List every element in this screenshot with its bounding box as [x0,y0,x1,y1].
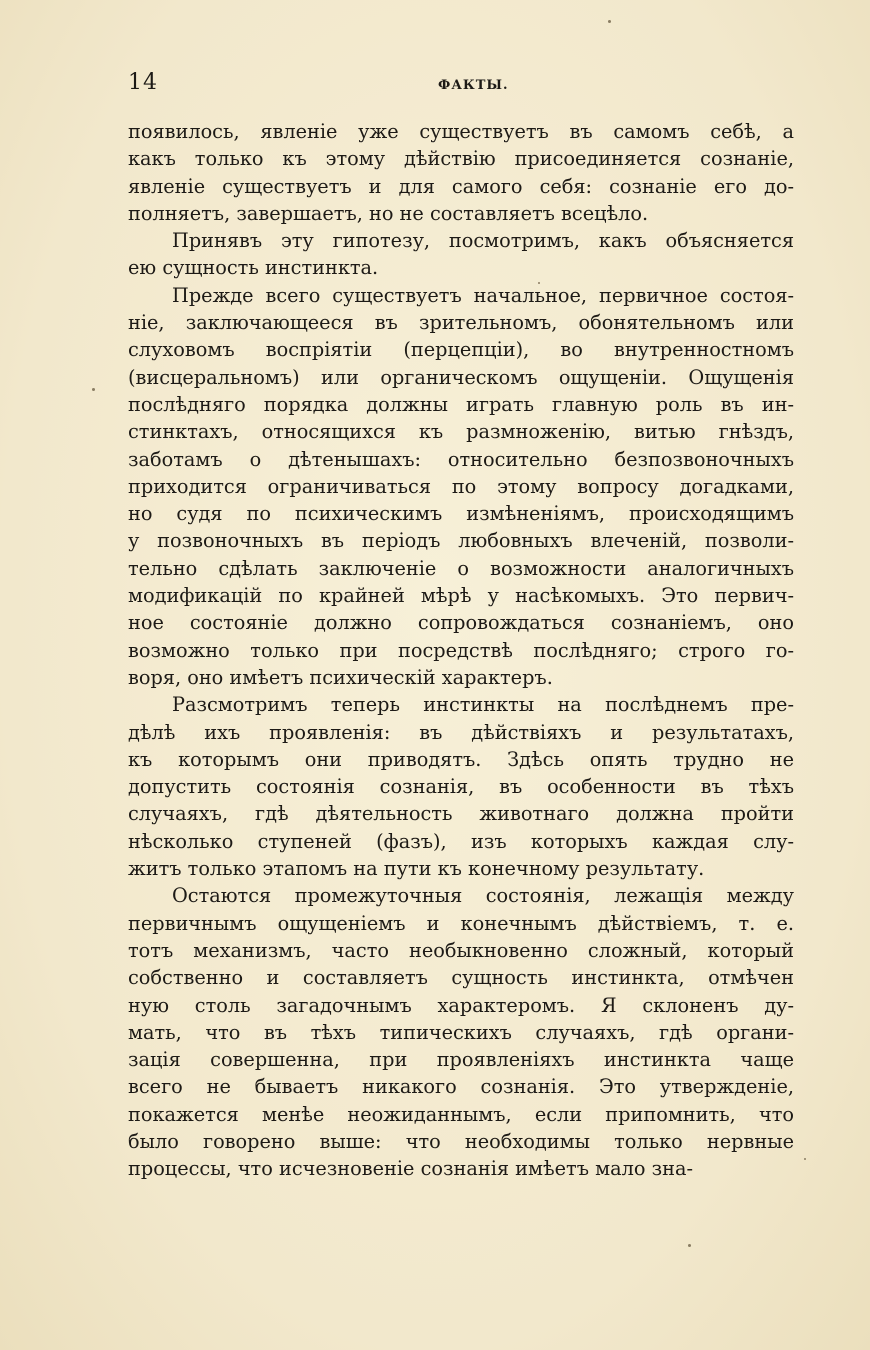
text-line: собственно и составляетъ сущность инстинкта, отмѣчен [128,966,794,990]
text-line: дѣлѣ ихъ проявленія: въ дѣйствіяхъ и результатахъ, [128,720,794,744]
text-line: Разсмотримъ теперь инстинкты на послѣднемъ пре- [172,693,794,717]
body-text [128,118,794,1183]
text-line: ную столь загадочнымъ характеромъ. Я склоненъ ду- [128,993,794,1017]
text-line: первичнымъ ощущеніемъ и конечнымъ дѣйствіемъ, т. е. [128,911,794,935]
text-line: ніе, заключающееся въ зрительномъ, обонятельномъ или [128,311,794,335]
text-line: стинктахъ, относящихся къ размноженію, витью гнѣздъ, [128,420,794,444]
text-line: приходится ограничиваться по этому вопросу догадками, [128,474,794,498]
text-line: заботамъ о дѣтенышахъ: относительно безпозвоночныхъ [128,447,794,471]
text-line: Принявъ эту гипотезу, посмотримъ, какъ объясняется [172,229,794,253]
text-line: ею сущность инстинкта. [128,256,379,280]
page-number: 14 [128,70,158,95]
text-line: случаяхъ, гдѣ дѣятельность животнаго должна пройти [128,802,794,826]
text-line: тельно сдѣлать заключеніе о возможности аналогичныхъ [128,556,794,580]
text-line: было говорено выше: что необходимы только нервные [128,1129,794,1153]
paragraph [128,282,794,691]
text-line: допустить состоянія сознанія, въ особенности въ тѣхъ [128,775,794,799]
paper-speck [608,20,611,23]
text-line: возможно только при посредствѣ послѣдняго; строго го- [128,638,794,662]
text-line: появилось, явленіе уже существуетъ въ самомъ себѣ, а [128,120,794,143]
paper-speck [804,1158,806,1160]
text-line: явленіе существуетъ и для самого себя: сознаніе его до- [128,174,794,198]
text-line: воря, оно имѣетъ психическій характеръ. [128,665,553,689]
paragraph [128,227,794,282]
text-line: ное состояніе должно сопровождаться сознаніемъ, оно [128,611,794,635]
paper-speck [92,388,95,391]
text-line: покажется менѣе неожиданнымъ, если припомнить, что [128,1102,794,1126]
running-title: ФАКТЫ. [438,78,509,93]
paper-speck [688,1244,691,1247]
paragraph [128,882,794,1182]
text-line: тотъ механизмъ, часто необыкновенно сложный, который [128,938,794,962]
text-line: модификацій по крайней мѣрѣ у насѣкомыхъ. Это первич- [128,584,794,608]
text-line: слуховомъ воспріятіи (перцепціи), во внутренностномъ [128,338,794,362]
text-line: процессы, что исчезновеніе сознанія имѣетъ мало зна- [128,1157,693,1181]
text-line: къ которымъ они приводятъ. Здѣсь опять трудно не [128,747,794,771]
text-line: Остаются промежуточныя состоянія, лежащія между [172,884,794,908]
text-line: полняетъ, завершаетъ, но не составляетъ всецѣло. [128,201,649,225]
page-header [128,70,794,100]
text-line: какъ только къ этому дѣйствію присоединяется сознаніе, [128,147,794,171]
text-line: послѣдняго порядка должны играть главную роль въ ин- [128,392,794,416]
text-line: зація совершенна, при проявленіяхъ инстинкта чаще [128,1048,794,1072]
text-line: житъ только этапомъ на пути къ конечному результату. [128,857,705,881]
text-line: всего не бываетъ никакого сознанія. Это утвержденіе, [128,1075,794,1099]
paragraph [128,691,794,882]
text-line: но судя по психическимъ измѣненіямъ, происходящимъ [128,502,794,526]
paragraph [128,118,794,227]
text-line: нѣсколько ступеней (фазъ), изъ которыхъ каждая слу- [128,829,794,853]
text-line: Прежде всего существуетъ начальное, первичное состоя- [172,283,794,307]
text-line: (висцеральномъ) или органическомъ ощущеніи. Ощущенія [128,365,794,389]
paper-speck [538,282,540,284]
text-line: мать, что въ тѣхъ типическихъ случаяхъ, гдѣ органи- [128,1020,794,1044]
text-line: у позвоночныхъ въ періодъ любовныхъ влеченій, позволи- [128,529,794,553]
